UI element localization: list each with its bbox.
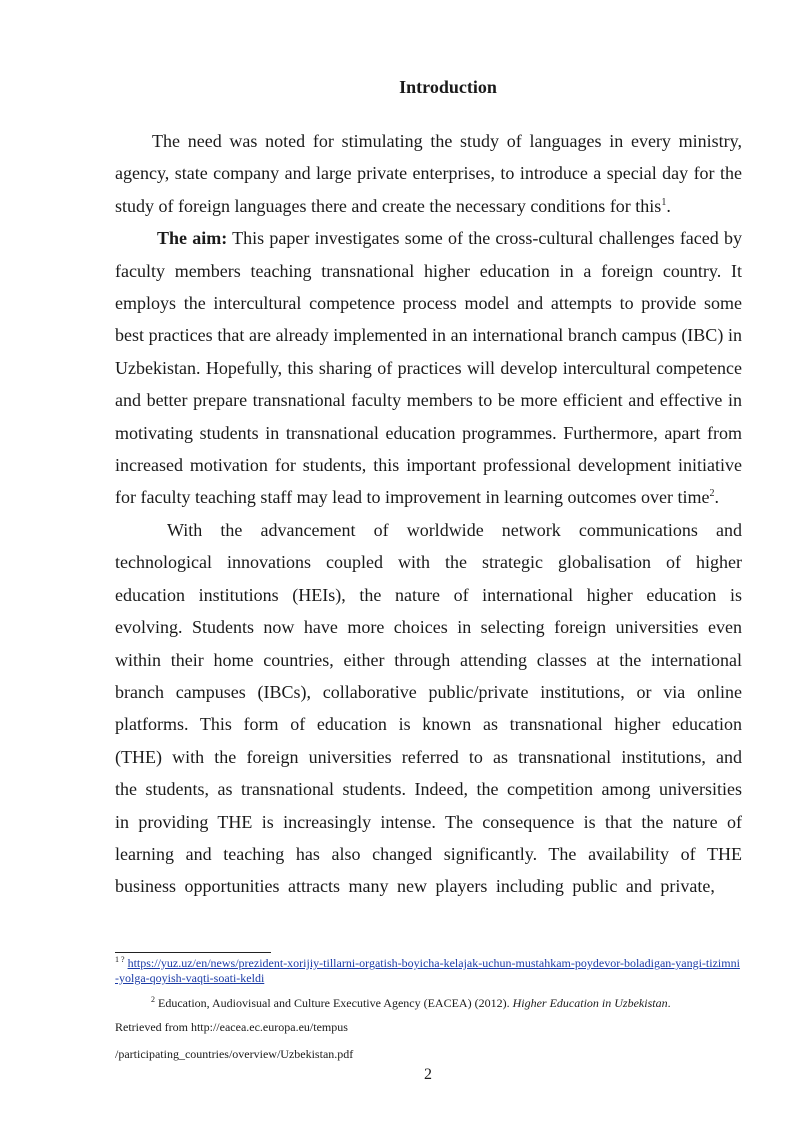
- footnote-1-mark: 1 ?: [115, 955, 125, 964]
- paragraph-2-end: .: [714, 487, 719, 508]
- footnote-2-title: Higher Education in Uzbekistan: [512, 996, 668, 1010]
- footnote-2-end: .: [667, 996, 671, 1010]
- paragraph-3: [115, 514, 742, 903]
- page-number: 2: [424, 1066, 432, 1083]
- body-text: [115, 125, 742, 903]
- footnote-1-link[interactable]: https://yuz.uz/en/news/prezident-xorijiy-tillarni-orgatish-boyicha-kelajak-uchun-mustahkam-poydevor-boladigan-yangi-tizimni-yolga-qoyish-vaqti-soati-keldi: [115, 956, 740, 985]
- footnote-ref-2[interactable]: 2: [709, 488, 715, 500]
- paragraph-2: [115, 222, 742, 514]
- paragraph-1-text: The need was noted for stimulating the study of languages in every ministry, agency, state company and large private enterprises, to introduce a special day for the study of foreign languages there and create the necessary conditions for this: [115, 131, 742, 216]
- paragraph-1-end: .: [666, 195, 671, 216]
- footnote-2-mark: 2: [151, 995, 155, 1004]
- paragraph-1: [115, 125, 742, 222]
- section-title: Introduction: [399, 77, 497, 97]
- paragraph-2-text: This paper investigates some of the cross-cultural challenges faced by faculty members teaching transnational higher education in a foreign country. It employs the intercultural competence process model and attempts to provide some best practices that are already implemented in an international branch campus (IBC) in Uzbekistan. Hopefully, this sharing of practices will develop intercultural competence and better prepare transnational faculty members to be more efficient and effective in motivating students in transnational education programmes. Furthermore, apart from increased motivation for students, this important professional development initiative for faculty teaching staff may lead to improvement in learning outcomes over time: [115, 228, 743, 508]
- footnote-separator: [115, 952, 271, 953]
- footnote-ref-1[interactable]: 1: [661, 196, 667, 208]
- footnote-1: [115, 956, 742, 986]
- footnote-2-retrieved: Retrieved from http://eacea.ec.europa.eu/tempus: [115, 1020, 348, 1034]
- aim-label: The aim:: [157, 228, 228, 249]
- footnote-2-text: Education, Audiovisual and Culture Executive Agency (EACEA) (2012).: [155, 996, 513, 1010]
- footnote-2: [115, 996, 742, 1011]
- footnotes: [115, 956, 742, 1062]
- footnote-2-path: /participating_countries/overview/Uzbekistan.pdf: [115, 1047, 354, 1061]
- paragraph-3-text: With the advancement of worldwide network communications and technological innovations coupled with the strategic globalisation of higher education institutions (HEIs), the nature of international higher education is evolving. Students now have more choices in selecting foreign universities even within their home countries, either through attending classes at the international branch campuses (IBCs), collaborative public/private institutions, or via online platforms. This form of education is known as transnational higher education (THE) with the foreign universities referred to as transnational institutions, and the students, as transnational students. Indeed, the competition among universities in providing THE is increasingly intense. The consequence is that the nature of learning and teaching has also changed significantly. The availability of THE business opportunities attracts many new players including public and private,: [115, 519, 742, 897]
